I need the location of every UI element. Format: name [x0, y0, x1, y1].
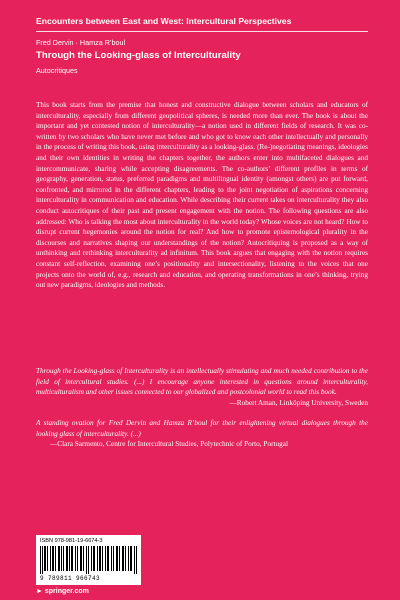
isbn-barcode-block	[36, 535, 141, 585]
barcode-icon	[40, 546, 137, 574]
review-quote-1-text: Through the Looking-glass of Interculturality is an intellectually stimulating and much needed contribution to the field of intercultural studies. (...) I encourage anyone interested in questions around interculturality, multiculturalism and other issues connected to our globalized and postcolonial world to read this book.	[36, 367, 368, 397]
isbn-label: ISBN 978-981-19-6674-3	[40, 538, 103, 544]
book-description: This book starts from the premise that honest and constructive dialogue between scholars and educators of interculturality, especially from different geopolitical spheres, is needed more than ever. The book is about the important and yet contested notion of interculturality—a notion used in different fields of research. It was co-written by two scholars who have never met before and who got to know each other intellectually and personally in the process of writing this book, using interculturality as a looking-glass. (Re-)negotiating meanings, ideologies and their own identities in writing the chapters together, the authors enter into multifaceted dialogues and intercommunicate, sharing while accepting disagreements. The co-authors’ different profiles in terms of geography, generation, status, preferred paradigms and multilingual identity (amongst others) are put forward, confronted, and mirrored in the different chapters, leading to the joint negotiation of aspirations concerning interculturality in communication and education. While describing their current takes on interculturality they also conduct autocritiques of their past and present engagement with the notion. The following questions are also addressed: Who is talking the most about interculturality in the world today? Whose voices are not heard? How to disrupt current hegemonies around the notion for real? And how to promote epistemological plurality in the discourses and narratives shaping our understandings of the notion? Autocritiquing is proposed as a way of unthinking and rethinking interculturality ad infinitum. This book argues that engaging with the notion requires constant self-reflection, examining one’s positionality and intersectionality, listening to the voices that one projects onto the world of, e.g., research and education, and operating transformations in one’s thinking, trying out new paradigms, ideologies and methods.	[36, 101, 368, 290]
series-divider	[36, 31, 368, 32]
publisher-link[interactable]	[36, 588, 89, 595]
book-title: Through the Looking-glass of Interculturality	[36, 50, 241, 61]
book-subtitle: Autocritiques	[36, 66, 78, 75]
authors: Fred Dervin · Hamza R’boul	[36, 38, 126, 47]
barcode-digits: 9 789811 966743	[40, 575, 101, 582]
review-quote-2-attribution: —Clara Sarmento, Centre for Intercultural Studies, Polytechnic of Porto, Portugal	[50, 440, 288, 449]
review-quote-1	[36, 366, 368, 408]
review-quote-2-text: A standing ovation for Fred Dervin and Hamza R’boul for their enlightening virtual dialogues through the looking glass of interculturality. (...)	[36, 419, 368, 438]
arrow-icon: ►	[36, 588, 45, 595]
series-title: Encounters between East and West: Intercultural Perspectives	[36, 16, 292, 26]
review-quote-1-attribution: —Robert Aman, Linköping University, Sweden	[229, 398, 368, 407]
review-quote-2	[36, 418, 368, 450]
publisher-link-text: springer.com	[44, 588, 89, 595]
